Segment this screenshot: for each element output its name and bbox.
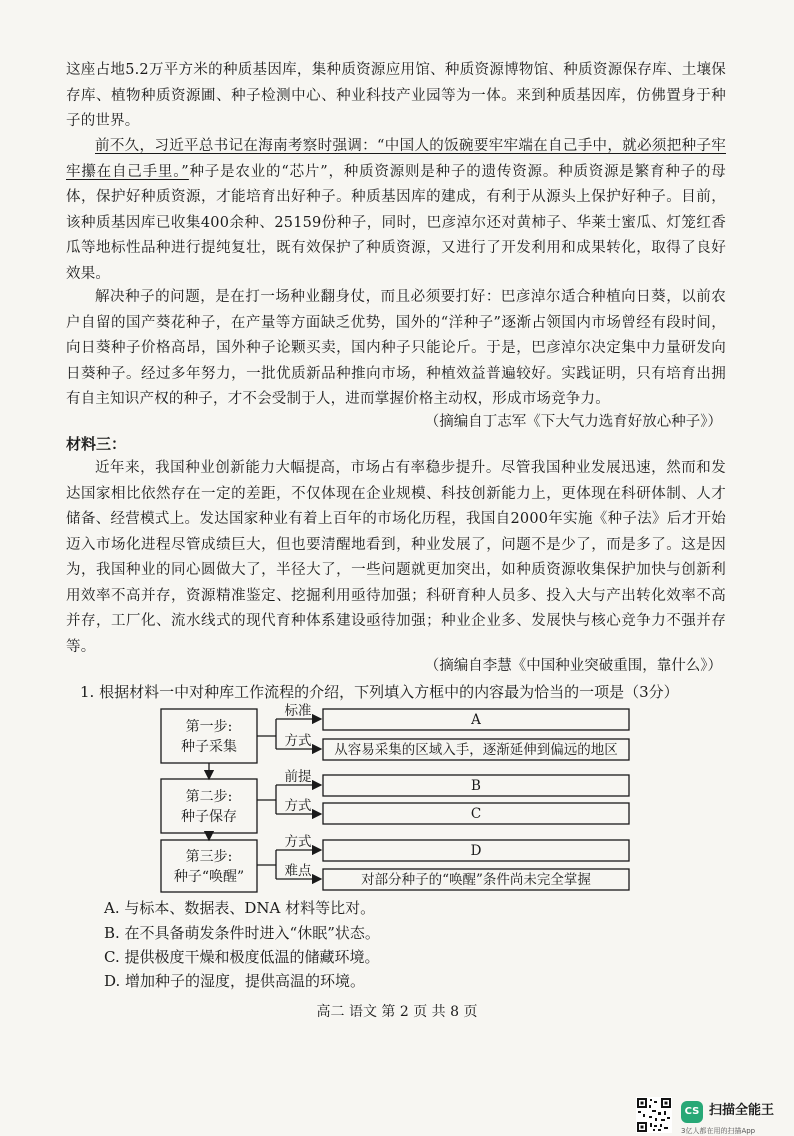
content-a-text: A	[471, 712, 481, 728]
material2-paragraph-1: 这座占地5.2万平方米的种质基因库，集种质资源应用馆、种质资源博物馆、种质资源保存库、土壤保存库、植物种质资源圃、种子检测中心、种业科技产业园等为一体。来到种质基因库，仿佛置身于种子的世界。	[66, 62, 726, 129]
step-1-name: 种子采集	[181, 739, 237, 755]
step-3-name: 种子“唤醒”	[173, 869, 245, 885]
label-method-1: 方式	[284, 733, 312, 749]
material3-paragraph: 近年来，我国种业创新能力大幅提高，市场占有率稳步提升。尽管我国种业发展迅速，然而和发达国家相比依然存在一定的差距，不仅体现在企业规模、科技创新能力上，更体现在科研体制、人才储备、经营模式上。发达国家种业有着上百年的市场化历程，我国自2000年实施《种子法》后才开始迈入市场化进程尽管成绩巨大，但也要清醒地看到，种业发展了，问题不是少了，而是多了。这是因为，我国种业的同心圆做大了，半径大了，一些问题就更加突出，如种质资源收集保护加快与创新利用效率不高并存，资源精准鉴定、挖掘利用亟待加强；科研育种人员多、投入大与产出转化效率不高并存，工厂化、流水线式的现代育种体系建设亟待加强；种业企业多、发展快与核心竞争力不强并存等。	[66, 460, 726, 655]
content-c-text: C	[470, 806, 482, 822]
camscanner-logo-icon: CS	[681, 1101, 703, 1123]
scanner-subtitle: 3亿人都在用的扫描App	[681, 1127, 756, 1135]
material2-paragraph-3: 解决种子的问题，是在打一场种业翻身仗，而且必须要打好：巴彦淖尔适合种植向日葵，以前农户自留的国产葵花种子，在产量等方面缺乏优势，国外的“洋种子”逐渐占领国内市场曾经有段时间，向日葵种子价格高昂，国外种子论颗买卖，国内种子只能论斤。于是，巴彦淖尔决定集中力量研发向日葵种子。经过多年努力，一批优质新品种推向市场，种植效益普遍较好。实践证明，只有培育出拥有自主知识产权的种子，才不会受制于人，进而掌握价格主动权，形成市场竞争力。	[66, 289, 726, 407]
option-c: C. 提供极度干燥和极度低温的储藏环境。	[104, 948, 380, 966]
material3-heading: 材料三：	[66, 435, 127, 453]
option-b: B. 在不具备萌发条件时进入“休眠”状态。	[104, 924, 380, 942]
label-premise: 前提	[284, 769, 312, 785]
page-footer: 高二 语文 第 2 页 共 8 页	[316, 1004, 478, 1020]
step-2-name: 种子保存	[181, 809, 237, 825]
label-standard: 标准	[284, 703, 312, 719]
content-d-text: D	[470, 843, 482, 859]
option-a: A. 与标本、数据表、DNA 材料等比对。	[104, 899, 376, 917]
material2-paragraph-2-rest: 种子是农业的“芯片”，种质资源则是种子的遗传资源。种质资源是繁育种子的母体，保护好种质资源，才能培育出好种子。种质基因库的建成，有利于从源头上保护好种子。目前，该种质基因库已收集400余种、25159份种子，同时，巴彦淖尔还对黄柿子、华莱士蜜瓜、灯笼红香瓜等地标性品种进行提纯复壮，既有效保护了种质资源，又进行了开发利用和成果转化，取得了良好效果。	[66, 163, 726, 282]
scanner-title: 扫描全能王	[709, 1103, 775, 1118]
material3-source: （摘编自李慧《中国种业突破重围，靠什么》）	[424, 658, 722, 674]
step-3-title: 第三步:	[185, 849, 233, 865]
option-d: D. 增加种子的湿度，提供高温的环境。	[104, 972, 366, 990]
content-b-text: B	[471, 778, 481, 794]
label-method-3: 方式	[284, 834, 312, 850]
quote-underlined: 前不久，习近平总书记在海南考察时强调：“中国人的饭碗要牢牢端在自己手中，就必须把种子牢牢攥在自己手里。”	[66, 138, 726, 180]
qr-code-icon	[636, 1097, 672, 1133]
question-1-stem: 1. 根据材料一中对种库工作流程的介绍，下列填入方框中的内容最为恰当的一项是（3分）	[80, 683, 679, 701]
content-method-1-text: 从容易采集的区域入手，逐渐延伸到偏远的地区	[334, 742, 618, 758]
content-difficulty-text: 对部分种子的“唤醒”条件尚未完全掌握	[361, 872, 591, 888]
label-difficulty: 难点	[284, 863, 312, 879]
step-2-title: 第二步:	[185, 789, 233, 805]
label-method-2: 方式	[284, 798, 312, 814]
material2-source: （摘编自丁志军《下大气力选育好放心种子》）	[424, 414, 722, 430]
step-1-title: 第一步:	[185, 719, 233, 735]
